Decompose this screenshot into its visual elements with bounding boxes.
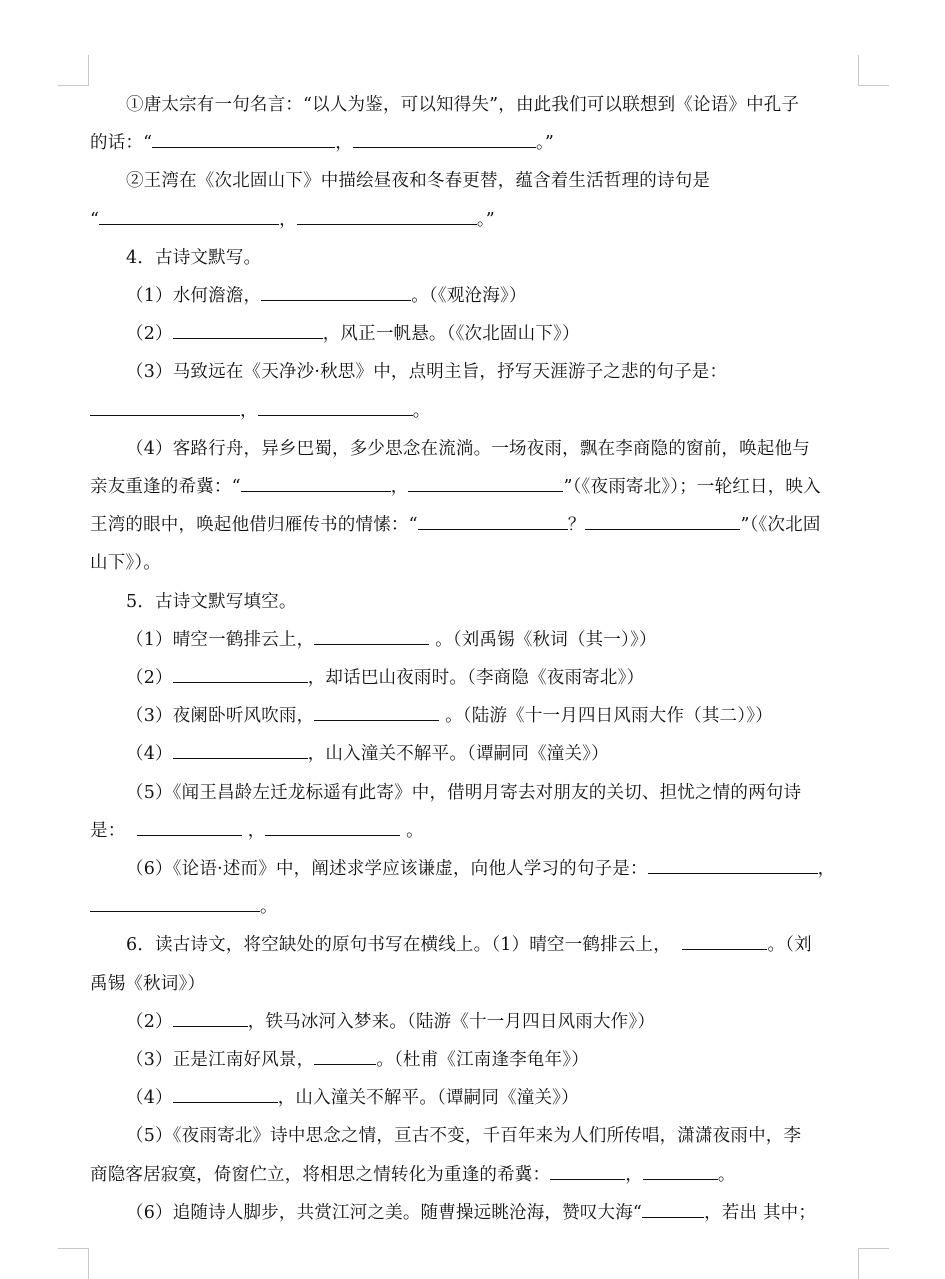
answer-blank[interactable] xyxy=(173,321,323,340)
text-line: （3）马致远在《天净沙·秋思》中，点明主旨，抒写天涯游子之悲的句子是： xyxy=(126,362,728,383)
answer-blank[interactable] xyxy=(265,817,400,836)
answer-blank[interactable] xyxy=(682,932,767,951)
text-line: （1）晴空一鹤排云上， 。（刘禹锡《秋词（其一）》） xyxy=(90,621,860,659)
text-line: 王湾的眼中，唤起他借归雁传书的情愫：“ ？ ”（《次北固 xyxy=(90,506,860,544)
text-line: （4）客路行舟，异乡巴蜀，多少思念在流淌。一场夜雨，飘在李商隐的窗前，唤起他与 xyxy=(126,438,810,459)
answer-blank[interactable] xyxy=(648,856,818,875)
answer-blank[interactable] xyxy=(137,817,242,836)
text-line: 。 xyxy=(90,888,860,926)
text-line: （3）正是江南好风景， 。（杜甫《江南逢李龟年》） xyxy=(90,1041,860,1079)
answer-blank[interactable] xyxy=(418,512,568,531)
answer-blank[interactable] xyxy=(261,283,411,302)
document-body xyxy=(90,86,860,1232)
page-corner-mark xyxy=(58,1248,89,1279)
answer-blank[interactable] xyxy=(152,130,335,149)
text-line: 禹锡《秋词》） xyxy=(90,973,206,994)
text-line: 山下》）。 xyxy=(90,553,161,574)
text-line: （5）《夜雨寄北》诗中思念之情，亘古不变，千百年来为人们所传唱，潇潇夜雨中，李 xyxy=(126,1126,802,1147)
text-line: 的话：“ ， 。” xyxy=(90,124,860,162)
page-corner-mark xyxy=(58,55,89,86)
text-line: （4） ，山入潼关不解平。（谭嗣同《潼关》） xyxy=(90,735,860,773)
text-line: “ ， 。” xyxy=(90,201,860,239)
question-heading: 6．读古诗文，将空缺处的原句书写在横线上。（1）晴空一鹤排云上， 。（刘 xyxy=(90,926,860,964)
answer-blank[interactable] xyxy=(90,894,260,913)
text-line: ， 。 xyxy=(90,392,860,430)
page-corner-mark xyxy=(858,1248,889,1279)
text-line: （6）追随诗人脚步，共赏江河之美。随曹操远眺沧海，赞叹大海“ ，若出 其中； xyxy=(90,1194,860,1232)
answer-blank[interactable] xyxy=(90,397,240,416)
answer-blank[interactable] xyxy=(642,1199,704,1218)
text-line: ②王湾在《次北固山下》中描绘昼夜和冬春更替，蕴含着生活哲理的诗句是 xyxy=(126,171,711,192)
answer-blank[interactable] xyxy=(314,703,439,722)
text-line: （1）水何澹澹， 。（《观沧海》） xyxy=(90,277,860,315)
text-line: （4） ，山入潼关不解平。（谭嗣同《潼关》） xyxy=(90,1079,860,1117)
answer-blank[interactable] xyxy=(173,1085,278,1104)
text-line: （2） ，却话巴山夜雨时。（李商隐《夜雨寄北》） xyxy=(90,659,860,697)
answer-blank[interactable] xyxy=(173,665,308,684)
text-line: ①唐太宗有一句名言：“以人为鉴，可以知得失”，由此我们可以联想到《论语》中孔子 xyxy=(126,95,800,115)
question-heading: 5．古诗文默写填空。 xyxy=(126,591,297,612)
text-line: 商隐客居寂寞，倚窗伫立，将相思之情转化为重逢的希冀： ， 。 xyxy=(90,1156,860,1194)
answer-blank[interactable] xyxy=(408,474,563,493)
question-heading: 4．古诗文默写。 xyxy=(126,247,262,268)
page-corner-mark xyxy=(858,55,889,86)
answer-blank[interactable] xyxy=(585,512,740,531)
text-line: （6）《论语·述而》中，阐述求学应该谦虚，向他人学习的句子是： ， xyxy=(90,850,860,888)
text-line: （5）《闻王昌龄左迁龙标遥有此寄》中，借明月寄去对朋友的关切、担忧之情的两句诗 xyxy=(126,782,802,803)
text-line: （2） ，铁马冰河入梦来。（陆游《十一月四日风雨大作》） xyxy=(90,1003,860,1041)
answer-blank[interactable] xyxy=(241,474,391,493)
answer-blank[interactable] xyxy=(297,206,477,225)
answer-blank[interactable] xyxy=(173,741,308,760)
answer-blank[interactable] xyxy=(314,1047,376,1066)
text-line: （2） ，风正一帆悬。（《次北固山下》） xyxy=(90,315,860,353)
answer-blank[interactable] xyxy=(550,1161,625,1180)
text-line: 是： ， 。 xyxy=(90,812,860,850)
text-line: 亲友重逢的希冀：“ ， ”（《夜雨寄北》）；一轮红日，映入 xyxy=(90,468,860,506)
answer-blank[interactable] xyxy=(258,397,413,416)
answer-blank[interactable] xyxy=(643,1161,718,1180)
answer-blank[interactable] xyxy=(173,1008,248,1027)
answer-blank[interactable] xyxy=(99,206,279,225)
text-line: （3）夜阑卧听风吹雨， 。（陆游《十一月四日风雨大作（其二）》） xyxy=(90,697,860,735)
answer-blank[interactable] xyxy=(353,130,536,149)
answer-blank[interactable] xyxy=(314,626,429,645)
